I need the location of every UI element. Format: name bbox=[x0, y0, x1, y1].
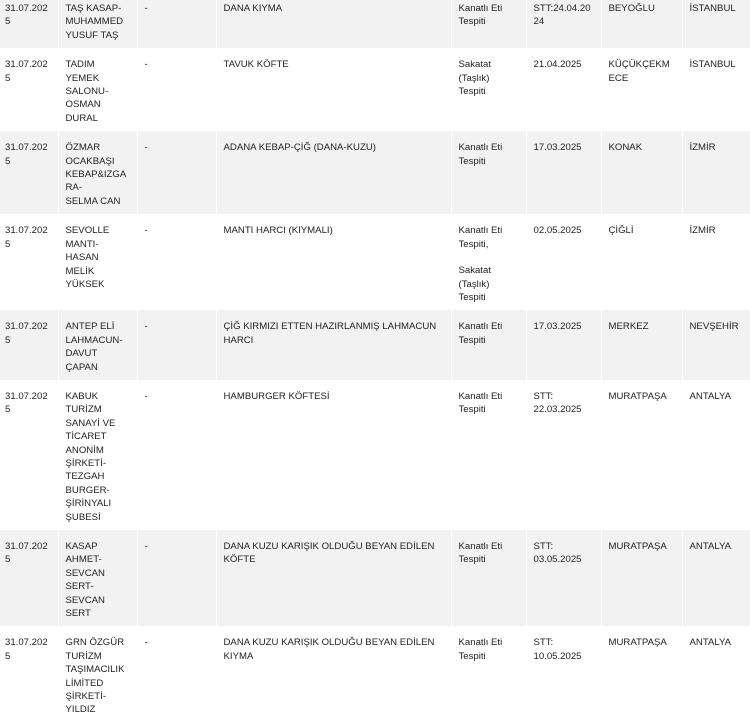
cell-date bbox=[526, 214, 601, 310]
cell-nonconformity-text: Kanatlı Eti Tespiti bbox=[458, 3, 503, 28]
cell-brand-text: - bbox=[144, 541, 148, 552]
cell-date-text: 17.03.2025 bbox=[533, 142, 582, 154]
cell-nonconformity-text: Kanatlı Eti Tespiti bbox=[458, 541, 503, 566]
cell-product-name-text: DANA KUZU KARIŞIK OLDUĞU BEYAN EDİLEN KÖFTE bbox=[223, 541, 435, 566]
cell-announcement-date bbox=[0, 214, 58, 310]
table-row bbox=[0, 0, 750, 48]
cell-date bbox=[526, 310, 601, 380]
cell-city bbox=[682, 380, 750, 530]
cell-firm-name-text: TADIM YEMEK SALONU- OSMAN DURAL bbox=[65, 59, 109, 124]
cell-firm-name bbox=[58, 48, 137, 131]
cell-announcement-date-text: 31.07.2025 bbox=[5, 225, 48, 250]
cell-product-name bbox=[216, 530, 451, 626]
cell-nonconformity bbox=[451, 310, 526, 380]
cell-date bbox=[526, 380, 601, 530]
cell-brand bbox=[137, 626, 216, 722]
cell-brand-text: - bbox=[144, 321, 148, 333]
cell-nonconformity bbox=[451, 214, 526, 310]
cell-product-name bbox=[216, 310, 451, 380]
cell-district bbox=[601, 380, 682, 530]
cell-brand bbox=[137, 310, 216, 380]
cell-product-name-text: ÇİĞ KIRMIZI ETTEN HAZIRLANMIŞ LAHMACUN HARCI bbox=[223, 321, 437, 346]
cell-brand-text: - bbox=[144, 59, 148, 71]
cell-nonconformity bbox=[451, 530, 526, 626]
cell-product-name-text: DANA KIYMA bbox=[223, 3, 283, 14]
cell-city-text: İZMİR bbox=[689, 142, 716, 154]
cell-district-text: KONAK bbox=[608, 142, 643, 154]
cell-announcement-date-text: 31.07.2025 bbox=[5, 59, 48, 84]
cell-firm-name-text: KABUK TURİZM SANAYİ VE TİCARET ANONİM ŞİRKETİ- TEZGAH BURGER- ŞİRİNYALI ŞUBESİ bbox=[65, 390, 116, 523]
cell-district-text: MERKEZ bbox=[608, 321, 649, 333]
table-row bbox=[0, 48, 750, 131]
cell-date-text: STT: 03.05.2025 bbox=[533, 541, 582, 566]
cell-date bbox=[526, 530, 601, 626]
cell-firm-name-text: GRN ÖZGÜR TURİZM TAŞIMACILIK LİMİTED ŞİRKETİ-YILDIZ bbox=[65, 637, 125, 716]
cell-date bbox=[526, 0, 601, 48]
cell-product-name bbox=[216, 626, 451, 722]
cell-announcement-date-text: 31.07.2025 bbox=[5, 3, 48, 28]
cell-city bbox=[682, 48, 750, 131]
table-row bbox=[0, 214, 750, 310]
cell-product-name-text: MANTI HARCI (KIYMALI) bbox=[223, 225, 333, 237]
cell-city-text: İSTANBUL bbox=[689, 3, 736, 14]
cell-district bbox=[601, 530, 682, 626]
cell-announcement-date bbox=[0, 131, 58, 214]
cell-brand-text: - bbox=[144, 142, 148, 154]
cell-announcement-date-text: 31.07.2025 bbox=[5, 541, 48, 566]
cell-district bbox=[601, 626, 682, 722]
cell-announcement-date-text: 31.07.2025 bbox=[5, 142, 48, 167]
cell-firm-name bbox=[58, 626, 137, 722]
cell-date-text: 21.04.2025 bbox=[533, 59, 582, 71]
cell-product-name-text: TAVUK KÖFTE bbox=[223, 59, 289, 71]
cell-firm-name bbox=[58, 0, 137, 48]
cell-firm-name-text: ANTEP ELİ LAHMACUN- DAVUT ÇAPAN bbox=[65, 321, 123, 373]
table-row bbox=[0, 530, 750, 626]
cell-product-name bbox=[216, 0, 451, 48]
cell-city-text: NEVŞEHİR bbox=[689, 321, 739, 333]
cell-firm-name bbox=[58, 214, 137, 310]
cell-nonconformity-text: Kanatlı Eti Tespiti bbox=[458, 321, 503, 346]
cell-announcement-date bbox=[0, 626, 58, 722]
cell-brand bbox=[137, 131, 216, 214]
cell-nonconformity-text: Sakatat (Taşlık) Tespiti bbox=[458, 59, 492, 98]
cell-district-text: BEYOĞLU bbox=[608, 3, 655, 14]
cell-announcement-date bbox=[0, 310, 58, 380]
cell-date-text: STT: 10.05.2025 bbox=[533, 637, 582, 662]
cell-product-name bbox=[216, 48, 451, 131]
cell-announcement-date bbox=[0, 530, 58, 626]
cell-date-text: STT:24.04.2024 bbox=[533, 3, 591, 28]
cell-product-name bbox=[216, 380, 451, 530]
cell-brand bbox=[137, 48, 216, 131]
cell-nonconformity-extra-text: Sakatat (Taşlık) Tespiti bbox=[458, 265, 492, 303]
cell-announcement-date bbox=[0, 380, 58, 530]
cell-city bbox=[682, 530, 750, 626]
cell-city-text: ANTALYA bbox=[689, 637, 732, 649]
cell-brand-text: - bbox=[144, 390, 148, 402]
cell-nonconformity bbox=[451, 626, 526, 722]
cell-city-text: ANTALYA bbox=[689, 541, 732, 552]
cell-nonconformity bbox=[451, 131, 526, 214]
cell-date-text: STT: 22.03.2025 bbox=[533, 390, 582, 416]
cell-district-text: KÜÇÜKÇEKMECE bbox=[608, 59, 670, 84]
cell-announcement-date-text: 31.07.2025 bbox=[5, 390, 48, 416]
cell-announcement-date-text: 31.07.2025 bbox=[5, 321, 48, 346]
cell-city-text: ANTALYA bbox=[689, 390, 732, 402]
cell-brand bbox=[137, 214, 216, 310]
table-row bbox=[0, 131, 750, 214]
cell-product-name bbox=[216, 131, 451, 214]
cell-brand-text: - bbox=[144, 637, 148, 649]
cell-firm-name bbox=[58, 310, 137, 380]
cell-firm-name-text: TAŞ KASAP- MUHAMMED YUSUF TAŞ bbox=[65, 3, 124, 41]
cell-brand bbox=[137, 530, 216, 626]
cell-brand-text: - bbox=[144, 3, 148, 14]
cell-announcement-date-text: 31.07.2025 bbox=[5, 637, 48, 662]
cell-date bbox=[526, 48, 601, 131]
cell-product-name-text: HAMBURGER KÖFTESİ bbox=[223, 390, 330, 402]
cell-city bbox=[682, 310, 750, 380]
cell-brand-text: - bbox=[144, 225, 148, 237]
cell-district bbox=[601, 310, 682, 380]
cell-district-text: MURATPAŞA bbox=[608, 541, 667, 552]
cell-date bbox=[526, 131, 601, 214]
cell-brand bbox=[137, 0, 216, 48]
cell-date bbox=[526, 626, 601, 722]
table-row bbox=[0, 310, 750, 380]
cell-district bbox=[601, 131, 682, 214]
cell-district bbox=[601, 48, 682, 131]
cell-nonconformity bbox=[451, 48, 526, 131]
cell-district bbox=[601, 0, 682, 48]
cell-city bbox=[682, 214, 750, 310]
cell-nonconformity-text: Kanatlı Eti Tespiti bbox=[458, 637, 503, 662]
cell-announcement-date bbox=[0, 0, 58, 48]
cell-district-text: ÇİĞLİ bbox=[608, 225, 634, 237]
cell-date-text: 17.03.2025 bbox=[533, 321, 582, 333]
cell-firm-name-text: SEVOLLE MANTI-HASAN MELİK YÜKSEK bbox=[65, 225, 110, 290]
cell-spacer bbox=[459, 251, 520, 264]
cell-city bbox=[682, 0, 750, 48]
cell-firm-name bbox=[58, 530, 137, 626]
cell-city bbox=[682, 131, 750, 214]
cell-date-text: 02.05.2025 bbox=[533, 225, 582, 237]
cell-product-name-text: DANA KUZU KARIŞIK OLDUĞU BEYAN EDİLEN KIYMA bbox=[223, 637, 435, 662]
cell-product-name-text: ADANA KEBAP-ÇİĞ (DANA-KUZU) bbox=[223, 142, 376, 154]
cell-nonconformity-text: Kanatlı Eti Tespiti bbox=[458, 142, 503, 167]
cell-nonconformity-text: Kanatlı Eti Tespiti, bbox=[458, 225, 503, 250]
cell-district bbox=[601, 214, 682, 310]
cell-product-name bbox=[216, 214, 451, 310]
cell-announcement-date bbox=[0, 48, 58, 131]
table-row bbox=[0, 626, 750, 722]
cell-district-text: MURATPAŞA bbox=[608, 390, 667, 402]
cell-firm-name-text: KASAP AHMET- SEVCAN SERT- SEVCAN SERT bbox=[65, 541, 105, 620]
cell-nonconformity bbox=[451, 0, 526, 48]
cell-firm-name bbox=[58, 131, 137, 214]
cell-firm-name bbox=[58, 380, 137, 530]
cell-city bbox=[682, 626, 750, 722]
cell-district-text: MURATPAŞA bbox=[608, 637, 667, 649]
cell-nonconformity-text: Kanatlı Eti Tespiti bbox=[458, 390, 503, 416]
cell-city-text: İSTANBUL bbox=[689, 59, 736, 71]
cell-nonconformity bbox=[451, 380, 526, 530]
cell-brand bbox=[137, 380, 216, 530]
table-row bbox=[0, 380, 750, 530]
cell-firm-name-text: ÖZMAR OCAKBAŞI KEBAP&IZGARA- SELMA CAN bbox=[65, 142, 127, 207]
cell-city-text: İZMİR bbox=[689, 225, 716, 237]
